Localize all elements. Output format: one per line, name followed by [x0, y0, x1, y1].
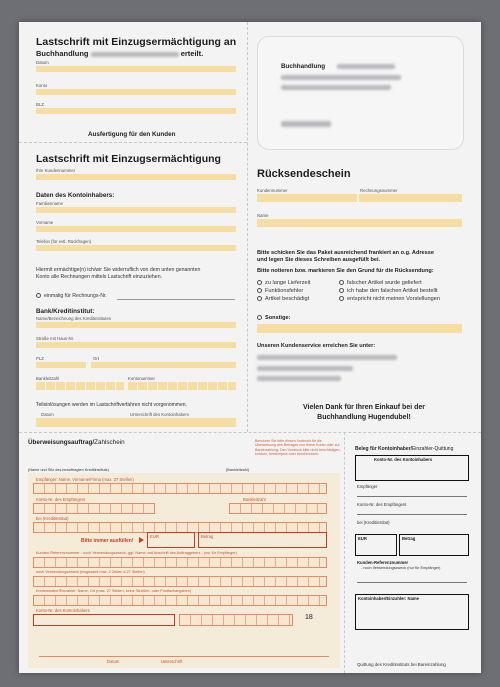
returns-title: Rücksendeschein: [257, 168, 351, 180]
customer-number-field[interactable]: [36, 174, 236, 180]
recipient-account-label: Konto-Nr. des Empfängers: [36, 497, 86, 502]
bankleitzahl-field[interactable]: [229, 503, 327, 514]
returns-invoice-label: Rechnungsnummer: [360, 188, 398, 193]
receipt-recipient-label: Empfänger: [357, 484, 378, 489]
document-sheet: [19, 22, 481, 673]
reference-field[interactable]: [33, 557, 327, 568]
reason-option[interactable]: falscher Artikel wurde geliefert: [339, 280, 422, 286]
customer-copy-title: Lastschrift mit Einzugsermächtigung an: [36, 36, 237, 48]
mandate-date-label: Datum: [41, 412, 54, 417]
receipt-recipient-account-line[interactable]: [357, 514, 467, 515]
recipient-label: Empfänger: Name, Vorname/Firma (max. 27 Stellen): [36, 477, 134, 482]
receipt-eur-label: EUR: [358, 536, 367, 541]
reason-option[interactable]: zu lange Lieferzeit: [257, 280, 310, 286]
bank-heading: Bank/Kreditinstitut:: [36, 308, 95, 315]
redacted-contact-2: [257, 366, 353, 371]
transfer-date-label: Datum: [107, 659, 120, 664]
invoice-number-line[interactable]: [117, 299, 235, 300]
redacted-contact-1: [257, 355, 397, 360]
vertical-separator: [247, 22, 248, 432]
receipt-title: Beleg für Kontoinhaber/Einzahler-Quittung: [355, 446, 454, 452]
receipt-recipient-line[interactable]: [357, 496, 467, 497]
customer-copy-footer: Ausfertigung für den Kunden: [88, 131, 176, 138]
plz-field[interactable]: [36, 362, 86, 368]
street-label: Straße mit Haus-Nr.: [36, 336, 74, 341]
shop-name: Buchhandlung: [281, 63, 326, 70]
receipt-recipient-account-label: Konto-Nr. des Empfängers: [357, 502, 407, 507]
mandate-signature-label: Unterschrift des Kontoinhabers: [130, 412, 189, 417]
recipient-field[interactable]: [33, 483, 327, 494]
ort-field[interactable]: [91, 362, 236, 368]
radio-icon[interactable]: [339, 280, 344, 285]
thanks-line-2: Buchhandlung Hugendubel!: [317, 414, 411, 421]
bei-label: bei (Kreditinstitut): [36, 516, 69, 521]
redacted-postcode: [281, 121, 331, 127]
bankleitzahl-field-label: Bankleitzahl: [243, 497, 266, 502]
receipt-reference-sub: - noch Verwendungszweck (nur für Empfänger): [361, 566, 441, 570]
purpose-field[interactable]: [33, 576, 327, 587]
returns-customer-field[interactable]: [257, 194, 357, 202]
account-field[interactable]: [36, 89, 236, 95]
phone-label: Telefon (für evtl. Rückfragen): [36, 239, 92, 244]
returns-name-label: Name: [257, 213, 269, 218]
blz-boxes[interactable]: [36, 382, 124, 390]
transfer-title: Überweisungsauftrag/Zahlschein: [28, 439, 125, 446]
once-radio-icon[interactable]: [36, 293, 41, 298]
surname-field[interactable]: [36, 207, 236, 213]
firstname-label: Vorname: [36, 220, 54, 225]
address-window: [257, 36, 464, 150]
payer-label: Kontoinhaber/Einzahler: Name, Ort (max. 27 Stellen, keine Straßen- oder Postfachangaben): [36, 589, 192, 593]
form-code: 18: [305, 614, 313, 621]
bank-name-label: Name/Bezeichnung des Kreditinstitutes: [36, 316, 111, 321]
redacted-shop-name: [91, 52, 179, 57]
amount-box[interactable]: [198, 532, 327, 548]
reason-option[interactable]: Artikel beschädigt: [257, 296, 309, 302]
account-number-label: Kontonummer: [128, 376, 155, 381]
reason-option[interactable]: ich habe den falschen Artikel bestellt: [339, 288, 438, 294]
ort-label: Ort: [93, 356, 99, 361]
partial-payment-note: Teileinlösungen werden im Lastschriftverfahren nicht vorgenommen.: [36, 402, 187, 408]
transfer-signature-label: Unterschrift: [161, 659, 183, 664]
payer-account-extra[interactable]: [179, 614, 293, 626]
signature-field[interactable]: [36, 418, 236, 427]
blz-label: BLZ: [36, 102, 44, 107]
returns-name-field[interactable]: [257, 219, 462, 227]
returns-instruction-2: Bitte notieren bzw. markieren Sie den Grund für die Rücksendung:: [257, 268, 434, 274]
blz-field[interactable]: [36, 108, 236, 114]
signature-line[interactable]: [39, 656, 329, 657]
date-label: Datum: [36, 60, 49, 65]
reason-option[interactable]: entspricht nicht meinen Vorstellungen: [339, 296, 440, 302]
radio-icon[interactable]: [257, 315, 262, 320]
customer-copy-subtitle: Buchhandlung erteilt.: [36, 49, 204, 58]
redacted-address-line-1: [281, 75, 401, 80]
receipt-amount-label: Betrag: [402, 536, 416, 541]
plz-label: PLZ: [36, 356, 44, 361]
returns-customer-label: Kundennummer: [257, 188, 288, 193]
customer-number-label: Ihre Kundennummer: [36, 168, 76, 173]
payer-account-label: Konto-Nr. des Kontoinhabers: [36, 608, 90, 613]
once-option[interactable]: einmalig für Rechnungs-Nr.: [36, 293, 107, 299]
bank-name-field[interactable]: [36, 322, 236, 328]
eur-label: EUR: [150, 534, 159, 539]
redacted-contact-3: [257, 376, 341, 381]
receipt-payer-label: Kontoinhaber/Einzahler: Name: [358, 596, 419, 601]
recipient-account-field[interactable]: [33, 503, 155, 514]
thanks-line-1: Vielen Dank für Ihren Einkauf bei der: [302, 404, 425, 411]
account-number-boxes[interactable]: [128, 382, 236, 390]
receipt-account-label: Konto-Nr. des Kontoinhabers: [374, 457, 433, 462]
blz-label-2: Bankleitzahl: [36, 376, 60, 381]
transfer-notice: Benutzen Sie bitte diesen Vordruck für die Überweisung des Betrages von Ihrem Konto oder zur Bareinzahlung. Den Vordruck bitte nicht beschädigen, knicken, bestempeln oder beschmutzen.: [255, 439, 341, 457]
receipt-reference-line[interactable]: [357, 582, 467, 583]
authorization-text-2: Konto alle Rechnungen mittels Lastschrift einzuziehen.: [36, 274, 163, 280]
service-label: Unseren Kundenservice erreichen Sie unter:: [257, 343, 376, 349]
surname-label: Familienname: [36, 201, 63, 206]
radio-icon[interactable]: [339, 296, 344, 301]
returns-invoice-field[interactable]: [359, 194, 462, 202]
bank-name-label: (Name und Sitz des beauftragten Kreditinstituts): [28, 468, 109, 472]
account-label: Konto: [36, 83, 48, 88]
radio-icon[interactable]: [257, 288, 262, 293]
bankleitzahl-label: (Bankleitzahl): [226, 468, 250, 472]
payer-account-field[interactable]: [33, 614, 175, 626]
authorization-text-1: Hiermit ermächtige(n) ich/wir Sie widerruflich von dem unten genannten: [36, 267, 201, 273]
amount-label: Betrag: [201, 534, 214, 539]
phone-field[interactable]: [36, 245, 236, 251]
horizontal-separator-left: [19, 142, 247, 143]
firstname-field[interactable]: [36, 226, 236, 232]
other-reason-field[interactable]: [257, 324, 462, 333]
street-field[interactable]: [36, 342, 236, 348]
receipt-bei-label: bei (Kreditinstitut): [357, 520, 390, 525]
receipt-reference-label: Kunden-Referenznummer: [357, 560, 409, 565]
radio-icon[interactable]: [257, 296, 262, 301]
redacted-address-line-2: [281, 85, 391, 90]
horizontal-separator-bottom: [19, 432, 481, 433]
receipt-footer: Quittung des Kreditinstituts bei Bareinzahlung: [357, 662, 446, 667]
arrow-right-icon: [139, 537, 144, 543]
receipt-separator: [344, 432, 345, 673]
purpose-label: noch Verwendungszweck (insgesamt max. 2 Zeilen à 27 Stellen): [36, 570, 145, 574]
reference-label: Kunden-Referenznummer - noch Verwendungszweck, ggf. Name und Anschrift des Auftraggebers - (nur für Empfänger): [36, 551, 237, 555]
other-reason[interactable]: Sonstige:: [257, 315, 290, 321]
returns-instruction-1a: Bitte schicken Sie das Paket ausreichend frankiert an o.g. Adresse: [257, 250, 434, 256]
returns-instruction-1b: und legen Sie dieses Schreiben ausgefüllt bei.: [257, 257, 381, 263]
reason-option[interactable]: Funktionsfehler: [257, 288, 303, 294]
account-holder-heading: Daten des Kontoinhabers:: [36, 192, 115, 199]
radio-icon[interactable]: [257, 280, 262, 285]
date-field[interactable]: [36, 66, 236, 72]
payer-field[interactable]: [33, 595, 327, 606]
redacted-shop-suffix: [337, 64, 395, 69]
fill-always-label: Bitte immer ausfüllen!: [81, 538, 134, 544]
mandate-title: Lastschrift mit Einzugsermächtigung: [36, 153, 221, 165]
radio-icon[interactable]: [339, 288, 344, 293]
